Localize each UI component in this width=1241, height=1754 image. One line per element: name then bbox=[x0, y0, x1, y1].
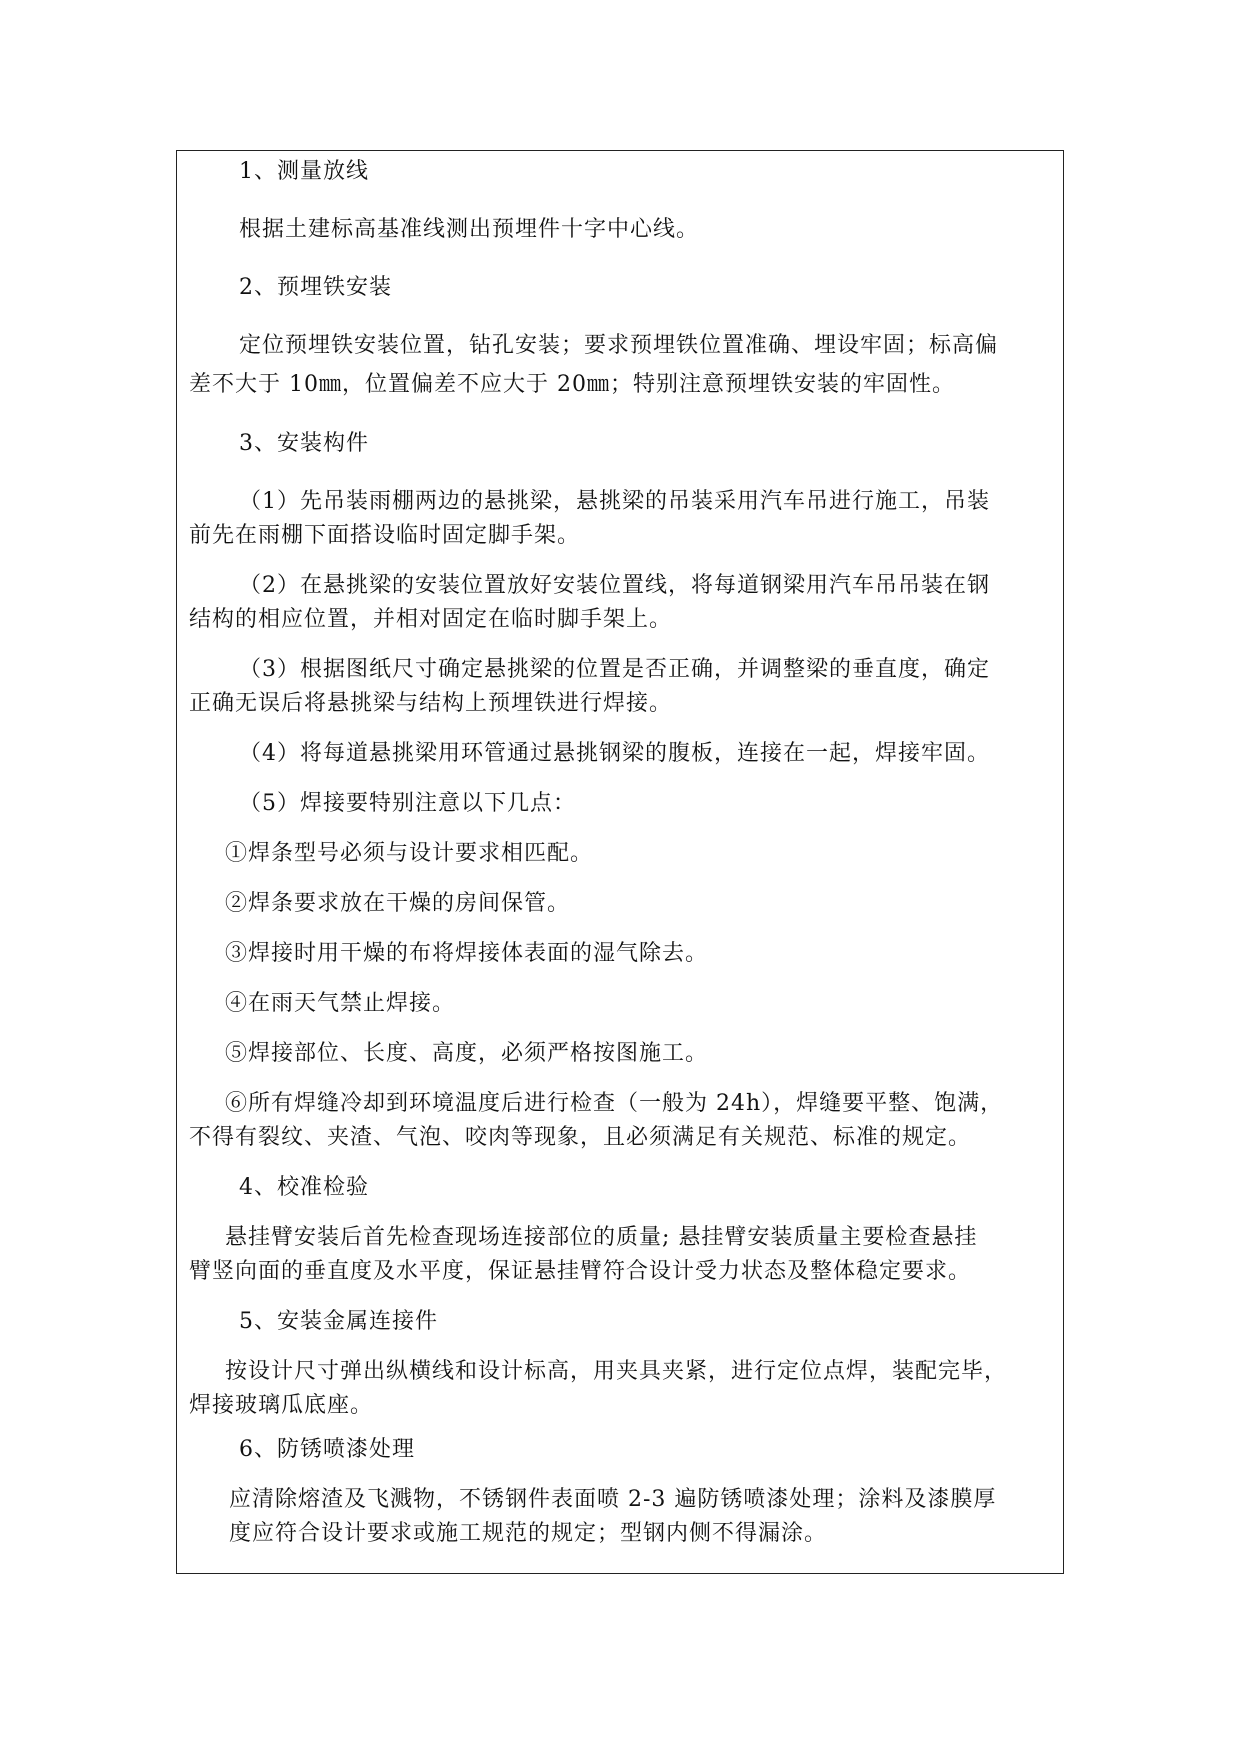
list-item: 不得有裂纹、夹渣、气泡、咬肉等现象，且必须满足有关规范、标准的规定。 bbox=[189, 1125, 972, 1150]
section-heading-install-members: 3、安装构件 bbox=[239, 431, 369, 456]
list-item: ①焊条型号必须与设计要求相匹配。 bbox=[225, 841, 594, 866]
section-heading-metal-connectors: 5、安装金属连接件 bbox=[239, 1309, 438, 1334]
paragraph-text: （1）先吊装雨棚两边的悬挑梁，悬挑梁的吊装采用汽车吊进行施工，吊装 bbox=[239, 489, 990, 514]
paragraph-text: 臂竖向面的垂直度及水平度，保证悬挂臂符合设计受力状态及整体稳定要求。 bbox=[189, 1259, 972, 1284]
section-heading-calibration: 4、校准检验 bbox=[239, 1175, 369, 1200]
section-heading-anticorrosion: 6、防锈喷漆处理 bbox=[239, 1437, 415, 1462]
paragraph-text: 度应符合设计要求或施工规范的规定；型钢内侧不得漏涂。 bbox=[229, 1521, 828, 1546]
paragraph-text: （4）将每道悬挑梁用环管通过悬挑钢梁的腹板，连接在一起，焊接牢固。 bbox=[239, 741, 990, 766]
paragraph-text: 根据土建标高基准线测出预埋件十字中心线。 bbox=[239, 217, 700, 242]
section-heading-embedded-iron: 2、预埋铁安装 bbox=[239, 275, 392, 300]
list-item: ⑥所有焊缝冷却到环境温度后进行检查（一般为 24h），焊缝要平整、饱满， bbox=[225, 1091, 1004, 1116]
list-item: ②焊条要求放在干燥的房间保管。 bbox=[225, 891, 571, 916]
paragraph-text: 定位预埋铁安装位置，钻孔安装；要求预埋铁位置准确、埋设牢固；标高偏 bbox=[239, 333, 999, 358]
paragraph-text: 按设计尺寸弹出纵横线和设计标高，用夹具夹紧，进行定位点焊，装配完毕， bbox=[225, 1359, 1008, 1384]
section-heading-survey: 1、测量放线 bbox=[239, 159, 369, 184]
paragraph-text: 悬挂臂安装后首先检查现场连接部位的质量; 悬挂臂安装质量主要检查悬挂 bbox=[225, 1225, 978, 1250]
list-item: ③焊接时用干燥的布将焊接体表面的湿气除去。 bbox=[225, 941, 709, 966]
paragraph-text: 前先在雨棚下面搭设临时固定脚手架。 bbox=[189, 523, 581, 548]
list-item: ⑤焊接部位、长度、高度，必须严格按图施工。 bbox=[225, 1041, 709, 1066]
list-item: ④在雨天气禁止焊接。 bbox=[225, 991, 456, 1016]
paragraph-text: 差不大于 10㎜，位置偏差不应大于 20㎜；特别注意预埋铁安装的牢固性。 bbox=[189, 372, 955, 397]
paragraph-text: （3）根据图纸尺寸确定悬挑梁的位置是否正确，并调整梁的垂直度，确定 bbox=[239, 657, 990, 682]
paragraph-text: 焊接玻璃瓜底座。 bbox=[189, 1393, 374, 1418]
paragraph-text: 正确无误后将悬挑梁与结构上预埋铁进行焊接。 bbox=[189, 691, 673, 716]
paragraph-text: （5）焊接要特别注意以下几点： bbox=[239, 791, 576, 816]
paragraph-text: 应清除熔渣及飞溅物，不锈钢件表面喷 2-3 遍防锈喷漆处理；涂料及漆膜厚 bbox=[229, 1487, 997, 1512]
paragraph-text: 结构的相应位置，并相对固定在临时脚手架上。 bbox=[189, 607, 673, 632]
content-table-cell bbox=[176, 150, 1064, 1574]
paragraph-text: （2）在悬挑梁的安装位置放好安装位置线，将每道钢梁用汽车吊吊装在钢 bbox=[239, 573, 990, 598]
